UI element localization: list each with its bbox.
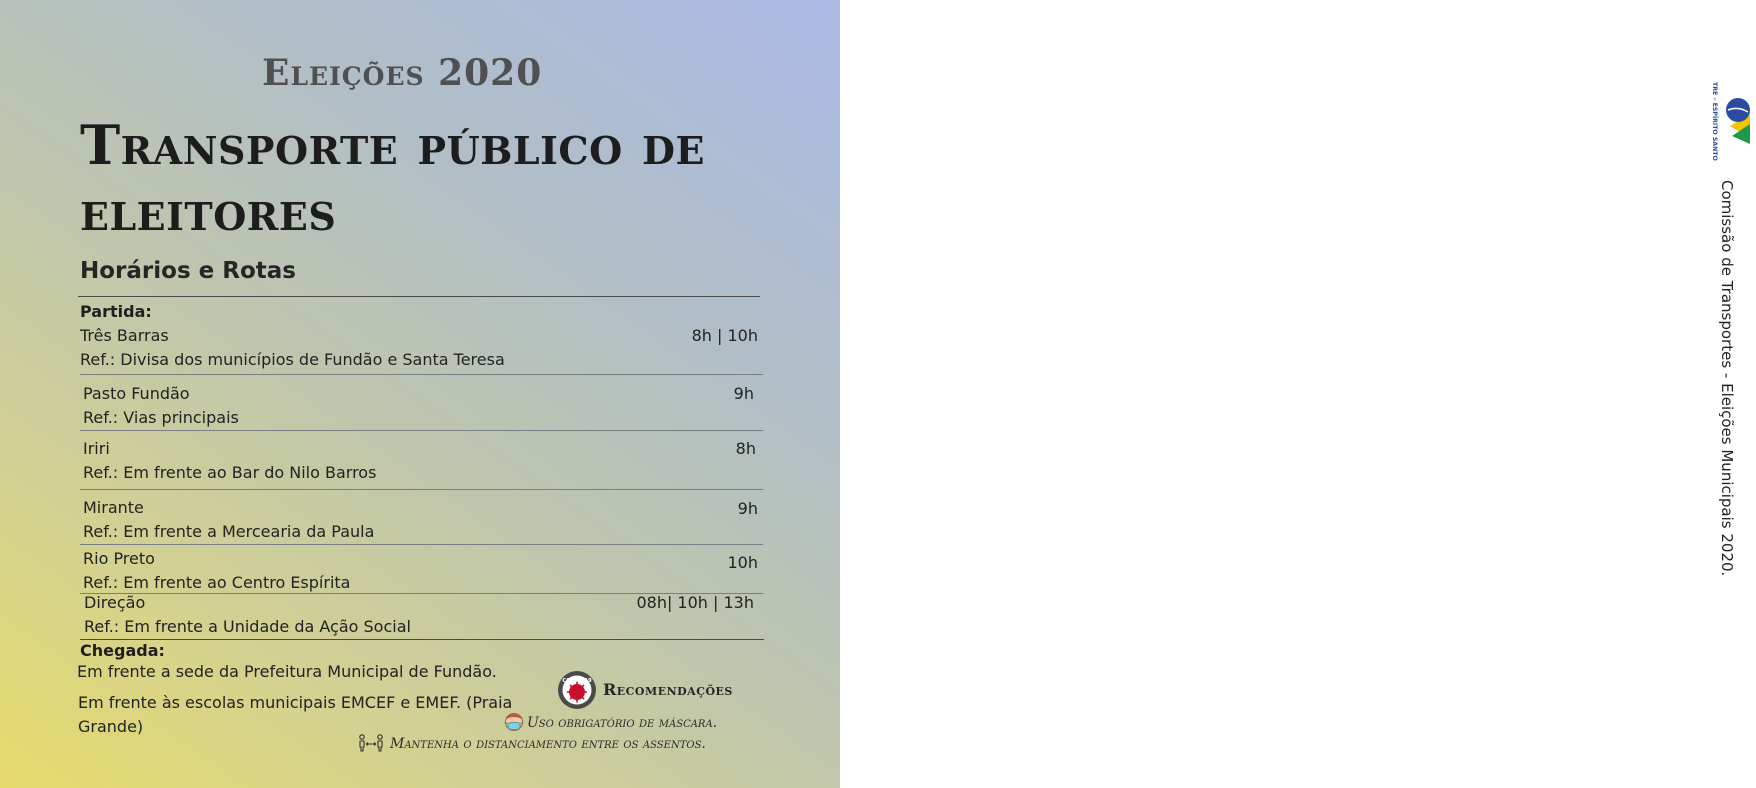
stop-ref: Ref.: Divisa dos municípios de Fundão e Santa Teresa [80,350,505,369]
stop-name: Mirante [83,498,144,517]
stop-times: 08h| 10h | 13h [636,593,754,612]
divider-top [78,296,760,297]
arrival-line: Em frente a sede da Prefeitura Municipal de Fundão. [77,662,497,681]
stop-name: Três Barras [80,326,169,345]
recommendation-mask: Uso obrigatório de máscara. [527,715,718,731]
arrival-line: Em frente às escolas municipais EMCEF e EMEF. (Praia [78,693,513,712]
departure-label: Partida: [80,302,152,321]
stop-name: Pasto Fundão [83,384,190,403]
vertical-caption [1718,180,1738,577]
arrival-line: Grande) [78,717,144,736]
covid-badge-text: COVID-19 [562,678,592,684]
distance-icon [358,734,384,752]
stop-times: 10h [727,553,758,572]
arrival-label: Chegada: [80,641,165,660]
recommendations-title: Recomendações [603,680,733,699]
stop-times: 9h [733,384,754,403]
stop-ref: Ref.: Em frente a Unidade da Ação Social [84,617,411,636]
stop-name: Rio Preto [83,549,155,568]
stop-ref: Ref.: Em frente ao Centro Espírita [83,573,351,592]
row-divider [80,374,763,375]
divider-bottom [80,639,764,640]
row-divider [80,544,763,545]
recommendation-distance: Mantenha o distanciamento entre os assentos. [390,736,706,752]
vertical-caption-text: Comissão de Transportes - Eleições Municipais 2020. [1718,180,1736,577]
row-divider [80,430,763,431]
sidebar [840,0,1736,788]
mask-icon [503,712,525,734]
covid-badge-icon [557,670,597,710]
section-heading: Horários e Rotas [80,258,296,284]
poster [0,0,840,788]
stop-name: Direção [84,593,146,612]
stop-times: 8h [735,439,756,458]
stop-times: 9h [737,499,758,518]
tre-es-logo [1706,74,1756,161]
subtitle: Eleições 2020 [262,52,543,94]
stop-ref: Ref.: Em frente a Mercearia da Paula [83,522,375,541]
stop-ref: Ref.: Em frente ao Bar do Nilo Barros [83,463,377,482]
stop-times: 8h | 10h [691,326,758,345]
row-divider [80,489,763,490]
stop-ref: Ref.: Vias principais [83,408,239,427]
logo-text: TRE – ESPÍRITO SANTO [1711,82,1718,161]
stop-name: Iriri [83,439,110,458]
page-title: Transporte público de eleitores [80,113,705,243]
